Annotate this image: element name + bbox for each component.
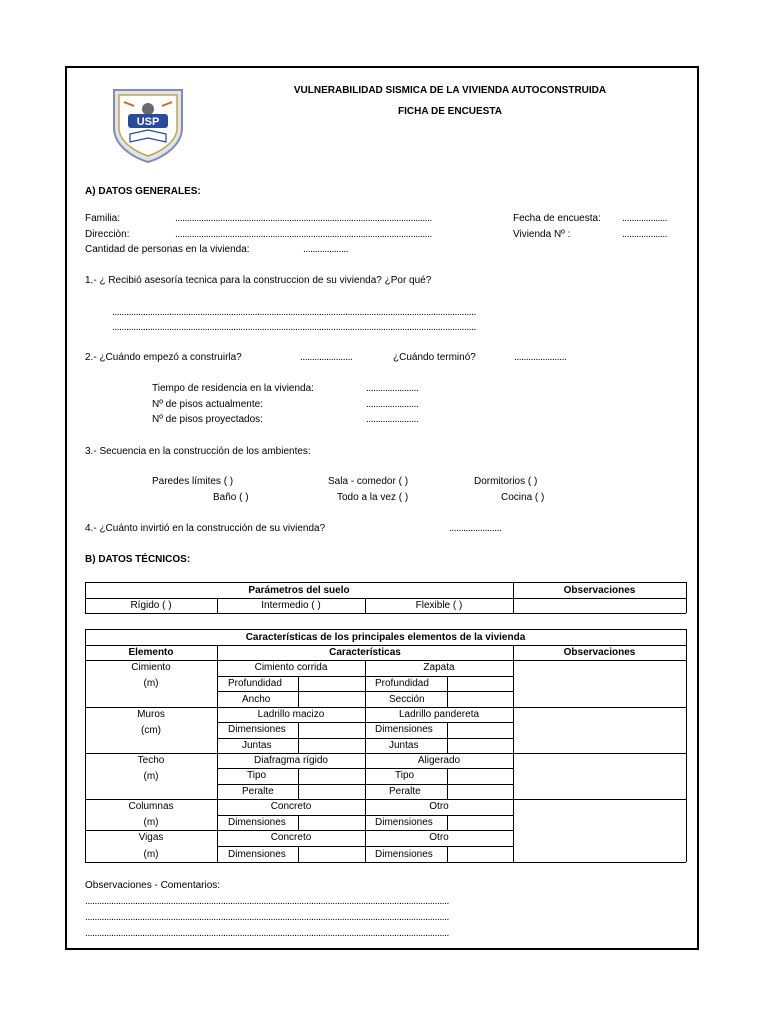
otro-columnas: Otro — [429, 801, 449, 812]
q1-answer-line-1[interactable]: ......................................................................................................................................................... — [112, 307, 476, 318]
vivienda-field[interactable]: ................... — [622, 229, 668, 240]
peralte-1: Peralte — [242, 786, 274, 797]
option-intermedio[interactable]: Intermedio ( ) — [261, 600, 321, 611]
zapata: Zapata — [423, 662, 455, 673]
fecha-field[interactable]: ................... — [622, 213, 668, 224]
profundidad-2: Profundidad — [375, 678, 429, 689]
concreto-vigas: Concreto — [270, 832, 312, 843]
option-bano[interactable]: Baño ( ) — [213, 492, 249, 503]
col-caracteristicas: Características — [329, 647, 401, 658]
pisos-actual-field[interactable]: ...................... — [366, 399, 419, 410]
familia-label: Familia: — [85, 213, 121, 224]
elements-title: Características de los principales elementos de la vivienda — [245, 632, 526, 643]
direccion-field[interactable]: ............................................................................................................ — [175, 229, 432, 240]
col-elemento: Elemento — [128, 647, 174, 658]
row-techo-unit: (m) — [143, 771, 159, 782]
row-muros: Muros — [137, 709, 165, 720]
cimiento-corrida: Cimiento corrida — [254, 662, 328, 673]
question-3: 3.- Secuencia en la construcción de los ambientes: — [85, 446, 311, 457]
row-cimiento: Cimiento — [131, 662, 171, 673]
dimensiones-columnas-2: Dimensiones — [375, 817, 433, 828]
ladrillo-macizo: Ladrillo macizo — [257, 709, 325, 720]
row-techo: Techo — [137, 755, 165, 766]
cantidad-label: Cantidad de personas en la vivienda: — [85, 244, 250, 255]
option-dormitorios[interactable]: Dormitorios ( ) — [474, 476, 538, 487]
option-paredes[interactable]: Paredes límites ( ) — [152, 476, 234, 487]
row-muros-unit: (cm) — [141, 725, 161, 736]
comments-line-1[interactable]: ......................................................................................................................................................... — [85, 896, 449, 907]
soil-header: Parámetros del suelo — [248, 585, 350, 596]
direccion-label: Direcciòn: — [85, 229, 130, 240]
section-a-heading: A) DATOS GENERALES: — [85, 186, 201, 197]
vivienda-label: Vivienda Nº : — [513, 229, 571, 240]
concreto-columnas: Concreto — [270, 801, 312, 812]
familia-field[interactable]: ............................................................................................................ — [175, 213, 432, 224]
q2-end-label: ¿Cuándo terminó? — [393, 352, 476, 363]
otro-vigas: Otro — [429, 832, 449, 843]
ancho: Ancho — [242, 694, 271, 705]
option-sala[interactable]: Sala - comedor ( ) — [328, 476, 409, 487]
row-vigas: Vigas — [138, 832, 164, 843]
q2-start-field[interactable]: ...................... — [300, 352, 353, 363]
tipo-2: Tipo — [395, 770, 415, 781]
dimensiones-muros-1: Dimensiones — [228, 724, 286, 735]
question-2: 2.- ¿Cuándo empezó a construirla? — [85, 352, 242, 363]
juntas-2: Juntas — [389, 740, 419, 751]
dimensiones-muros-2: Dimensiones — [375, 724, 433, 735]
diafragma-rigido: Diafragma rígido — [254, 755, 328, 766]
seccion: Sección — [389, 694, 425, 705]
profundidad-1: Profundidad — [228, 678, 282, 689]
residencia-field[interactable]: ...................... — [366, 383, 419, 394]
option-todo[interactable]: Todo a la vez ( ) — [337, 492, 409, 503]
pisos-proy-label: Nº de pisos proyectados: — [152, 414, 263, 425]
col-observaciones: Observaciones — [563, 647, 636, 658]
dimensiones-vigas-2: Dimensiones — [375, 849, 433, 860]
pisos-proy-field[interactable]: ...................... — [366, 414, 419, 425]
q1-answer-line-2[interactable]: ......................................................................................................................................................... — [112, 322, 476, 333]
residencia-label: Tiempo de residencia en la vivienda: — [152, 383, 314, 394]
row-vigas-unit: (m) — [143, 849, 159, 860]
university-logo — [110, 84, 186, 164]
pisos-actual-label: Nº de pisos actualmente: — [152, 399, 263, 410]
question-4: 4.- ¿Cuánto invirtió en la construcción de su vivienda? — [85, 523, 326, 534]
dimensiones-vigas-1: Dimensiones — [228, 849, 286, 860]
option-flexible[interactable]: Flexible ( ) — [415, 600, 463, 611]
form-subtitle: FICHA DE ENCUESTA — [398, 106, 502, 117]
cantidad-field[interactable]: ................... — [303, 244, 349, 255]
row-columnas: Columnas — [128, 801, 174, 812]
comments-line-3[interactable]: ......................................................................................................................................................... — [85, 928, 449, 939]
row-columnas-unit: (m) — [143, 817, 159, 828]
juntas-1: Juntas — [242, 740, 272, 751]
dimensiones-columnas-1: Dimensiones — [228, 817, 286, 828]
option-cocina[interactable]: Cocina ( ) — [501, 492, 545, 503]
soil-obs-header: Observaciones — [563, 585, 636, 596]
option-rigido[interactable]: Rígido ( ) — [130, 600, 172, 611]
comments-label: Observaciones - Comentarios: — [85, 880, 221, 891]
q4-field[interactable]: ...................... — [449, 523, 502, 534]
aligerado: Aligerado — [417, 755, 461, 766]
q2-end-field[interactable]: ...................... — [514, 352, 567, 363]
section-b-heading: B) DATOS TÉCNICOS: — [85, 554, 191, 565]
svg-text:USP: USP — [136, 116, 160, 128]
form-title: VULNERABILIDAD SISMICA DE LA VIVIENDA AUTOCONSTRUIDA — [293, 85, 607, 96]
ladrillo-pandereta: Ladrillo pandereta — [398, 709, 480, 720]
peralte-2: Peralte — [389, 786, 421, 797]
row-cimiento-unit: (m) — [143, 678, 159, 689]
question-1: 1.- ¿ Recibió asesoría tecnica para la construccion de su vivienda? ¿Por qué? — [85, 275, 432, 286]
fecha-label: Fecha de encuesta: — [513, 213, 601, 224]
comments-line-2[interactable]: ......................................................................................................................................................... — [85, 912, 449, 923]
tipo-1: Tipo — [247, 770, 267, 781]
